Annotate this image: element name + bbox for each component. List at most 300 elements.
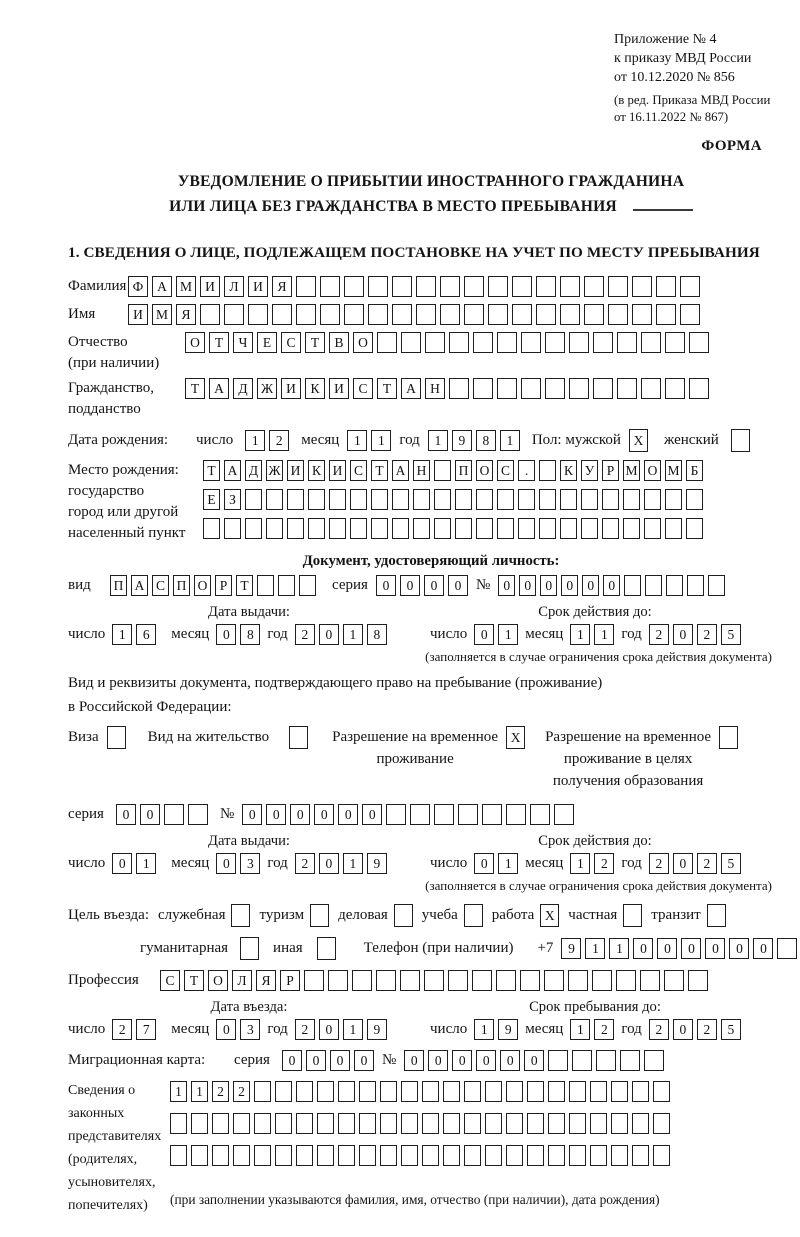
char-cell[interactable] xyxy=(616,970,636,991)
char-cell[interactable] xyxy=(449,378,469,399)
char-cell[interactable] xyxy=(666,575,683,596)
char-cell[interactable] xyxy=(359,1081,376,1102)
char-cell[interactable]: 8 xyxy=(476,430,496,451)
char-cell[interactable] xyxy=(536,276,556,297)
char-cell[interactable] xyxy=(497,518,514,539)
residence-permit-checkbox[interactable] xyxy=(289,726,308,749)
char-cell[interactable]: 1 xyxy=(428,430,448,451)
char-cell[interactable]: 1 xyxy=(498,853,518,874)
char-cell[interactable] xyxy=(476,518,493,539)
char-cell[interactable] xyxy=(645,575,662,596)
char-cell[interactable]: И xyxy=(287,460,304,481)
char-cell[interactable]: Л xyxy=(224,276,244,297)
char-cell[interactable] xyxy=(632,1081,649,1102)
char-cell[interactable] xyxy=(512,276,532,297)
char-cell[interactable]: С xyxy=(160,970,180,991)
char-cell[interactable]: 0 xyxy=(424,575,444,596)
char-cell[interactable]: Р xyxy=(215,575,232,596)
char-cell[interactable] xyxy=(560,304,580,325)
char-cell[interactable] xyxy=(443,1113,460,1134)
purpose-commercial-checkbox[interactable] xyxy=(394,904,413,927)
char-cell[interactable] xyxy=(200,304,220,325)
char-cell[interactable] xyxy=(548,1113,565,1134)
char-cell[interactable] xyxy=(496,970,516,991)
char-cell[interactable]: Т xyxy=(203,460,220,481)
char-cell[interactable] xyxy=(413,518,430,539)
char-cell[interactable]: 9 xyxy=(367,1019,387,1040)
char-cell[interactable] xyxy=(611,1081,628,1102)
char-cell[interactable] xyxy=(602,518,619,539)
char-cell[interactable] xyxy=(536,304,556,325)
char-cell[interactable]: 1 xyxy=(191,1081,208,1102)
purpose-private-checkbox[interactable] xyxy=(623,904,642,927)
char-cell[interactable] xyxy=(653,1113,670,1134)
char-cell[interactable]: 1 xyxy=(500,430,520,451)
char-cell[interactable]: 1 xyxy=(498,624,518,645)
char-cell[interactable]: В xyxy=(329,332,349,353)
char-cell[interactable] xyxy=(680,304,700,325)
char-cell[interactable] xyxy=(488,276,508,297)
char-cell[interactable]: 0 xyxy=(561,575,578,596)
char-cell[interactable] xyxy=(632,276,652,297)
char-cell[interactable] xyxy=(527,1081,544,1102)
char-cell[interactable]: 6 xyxy=(136,624,156,645)
char-cell[interactable] xyxy=(245,518,262,539)
char-cell[interactable]: Т xyxy=(236,575,253,596)
char-cell[interactable]: 1 xyxy=(343,624,363,645)
char-cell[interactable]: А xyxy=(209,378,229,399)
char-cell[interactable]: 2 xyxy=(649,624,669,645)
char-cell[interactable]: О xyxy=(208,970,228,991)
char-cell[interactable] xyxy=(287,489,304,510)
char-cell[interactable]: Д xyxy=(233,378,253,399)
char-cell[interactable]: С xyxy=(353,378,373,399)
char-cell[interactable] xyxy=(191,1113,208,1134)
char-cell[interactable] xyxy=(665,489,682,510)
char-cell[interactable] xyxy=(686,518,703,539)
char-cell[interactable] xyxy=(472,970,492,991)
char-cell[interactable] xyxy=(527,1113,544,1134)
char-cell[interactable] xyxy=(455,489,472,510)
char-cell[interactable]: 0 xyxy=(216,1019,236,1040)
char-cell[interactable]: З xyxy=(224,489,241,510)
char-cell[interactable]: 2 xyxy=(295,624,315,645)
char-cell[interactable]: 1 xyxy=(594,624,614,645)
char-cell[interactable]: 1 xyxy=(136,853,156,874)
char-cell[interactable] xyxy=(392,518,409,539)
char-cell[interactable] xyxy=(304,970,324,991)
char-cell[interactable] xyxy=(443,1081,460,1102)
char-cell[interactable]: Я xyxy=(176,304,196,325)
char-cell[interactable] xyxy=(688,970,708,991)
char-cell[interactable] xyxy=(497,332,517,353)
char-cell[interactable]: Д xyxy=(245,460,262,481)
char-cell[interactable] xyxy=(296,1113,313,1134)
char-cell[interactable] xyxy=(608,304,628,325)
char-cell[interactable]: . xyxy=(518,460,535,481)
char-cell[interactable] xyxy=(287,518,304,539)
char-cell[interactable]: 0 xyxy=(474,624,494,645)
purpose-humanitarian-checkbox[interactable] xyxy=(240,937,259,960)
char-cell[interactable] xyxy=(560,518,577,539)
char-cell[interactable]: У xyxy=(581,460,598,481)
char-cell[interactable] xyxy=(593,332,613,353)
char-cell[interactable] xyxy=(401,1081,418,1102)
char-cell[interactable] xyxy=(350,489,367,510)
char-cell[interactable]: 0 xyxy=(112,853,132,874)
char-cell[interactable]: 0 xyxy=(404,1050,424,1071)
char-cell[interactable] xyxy=(518,489,535,510)
char-cell[interactable] xyxy=(554,804,574,825)
char-cell[interactable]: 1 xyxy=(170,1081,187,1102)
char-cell[interactable] xyxy=(590,1081,607,1102)
char-cell[interactable] xyxy=(593,378,613,399)
char-cell[interactable]: Я xyxy=(272,276,292,297)
char-cell[interactable] xyxy=(338,1081,355,1102)
char-cell[interactable] xyxy=(380,1113,397,1134)
char-cell[interactable]: 2 xyxy=(697,853,717,874)
char-cell[interactable]: 0 xyxy=(524,1050,544,1071)
char-cell[interactable]: П xyxy=(455,460,472,481)
char-cell[interactable]: 2 xyxy=(269,430,289,451)
char-cell[interactable] xyxy=(272,304,292,325)
char-cell[interactable] xyxy=(392,304,412,325)
char-cell[interactable] xyxy=(275,1113,292,1134)
char-cell[interactable]: И xyxy=(281,378,301,399)
char-cell[interactable] xyxy=(581,489,598,510)
char-cell[interactable]: И xyxy=(248,276,268,297)
visa-checkbox[interactable] xyxy=(107,726,126,749)
char-cell[interactable] xyxy=(644,489,661,510)
char-cell[interactable]: 9 xyxy=(367,853,387,874)
char-cell[interactable]: Т xyxy=(371,460,388,481)
char-cell[interactable] xyxy=(254,1081,271,1102)
char-cell[interactable] xyxy=(440,276,460,297)
char-cell[interactable] xyxy=(278,575,295,596)
char-cell[interactable] xyxy=(624,575,641,596)
char-cell[interactable] xyxy=(596,1050,616,1071)
char-cell[interactable] xyxy=(296,276,316,297)
char-cell[interactable]: 1 xyxy=(347,430,367,451)
char-cell[interactable] xyxy=(164,804,184,825)
char-cell[interactable]: К xyxy=(308,460,325,481)
purpose-business-checkbox[interactable] xyxy=(231,904,250,927)
char-cell[interactable] xyxy=(623,489,640,510)
char-cell[interactable] xyxy=(497,378,517,399)
char-cell[interactable]: 2 xyxy=(233,1081,250,1102)
char-cell[interactable] xyxy=(544,970,564,991)
char-cell[interactable]: 1 xyxy=(585,938,605,959)
char-cell[interactable]: М xyxy=(176,276,196,297)
char-cell[interactable] xyxy=(464,1113,481,1134)
char-cell[interactable]: Л xyxy=(232,970,252,991)
char-cell[interactable] xyxy=(548,1050,568,1071)
char-cell[interactable] xyxy=(644,1050,664,1071)
char-cell[interactable] xyxy=(266,518,283,539)
char-cell[interactable] xyxy=(448,970,468,991)
char-cell[interactable] xyxy=(458,804,478,825)
char-cell[interactable]: И xyxy=(128,304,148,325)
char-cell[interactable] xyxy=(224,518,241,539)
char-cell[interactable] xyxy=(569,1113,586,1134)
char-cell[interactable] xyxy=(653,1081,670,1102)
char-cell[interactable] xyxy=(539,489,556,510)
char-cell[interactable]: Т xyxy=(184,970,204,991)
char-cell[interactable]: 0 xyxy=(306,1050,326,1071)
purpose-transit-checkbox[interactable] xyxy=(707,904,726,927)
char-cell[interactable]: Ж xyxy=(266,460,283,481)
char-cell[interactable]: 0 xyxy=(500,1050,520,1071)
char-cell[interactable] xyxy=(296,304,316,325)
char-cell[interactable] xyxy=(644,518,661,539)
char-cell[interactable] xyxy=(254,1113,271,1134)
char-cell[interactable] xyxy=(440,304,460,325)
char-cell[interactable] xyxy=(620,1050,640,1071)
char-cell[interactable]: 0 xyxy=(242,804,262,825)
char-cell[interactable] xyxy=(386,804,406,825)
char-cell[interactable] xyxy=(520,970,540,991)
char-cell[interactable]: 0 xyxy=(540,575,557,596)
char-cell[interactable]: 0 xyxy=(448,575,468,596)
female-checkbox[interactable] xyxy=(731,429,750,452)
char-cell[interactable]: 0 xyxy=(428,1050,448,1071)
char-cell[interactable] xyxy=(569,332,589,353)
char-cell[interactable]: 3 xyxy=(240,853,260,874)
char-cell[interactable]: 2 xyxy=(594,853,614,874)
char-cell[interactable] xyxy=(602,489,619,510)
char-cell[interactable] xyxy=(424,970,444,991)
char-cell[interactable] xyxy=(299,575,316,596)
char-cell[interactable] xyxy=(308,518,325,539)
char-cell[interactable] xyxy=(497,489,514,510)
char-cell[interactable] xyxy=(422,1113,439,1134)
char-cell[interactable] xyxy=(592,970,612,991)
char-cell[interactable] xyxy=(248,304,268,325)
char-cell[interactable] xyxy=(473,332,493,353)
char-cell[interactable] xyxy=(680,276,700,297)
char-cell[interactable] xyxy=(352,970,372,991)
char-cell[interactable]: 1 xyxy=(570,1019,590,1040)
char-cell[interactable] xyxy=(371,518,388,539)
char-cell[interactable]: 0 xyxy=(452,1050,472,1071)
char-cell[interactable]: Н xyxy=(425,378,445,399)
char-cell[interactable]: 0 xyxy=(681,938,701,959)
char-cell[interactable]: Б xyxy=(686,460,703,481)
char-cell[interactable] xyxy=(545,332,565,353)
char-cell[interactable]: 1 xyxy=(609,938,629,959)
char-cell[interactable] xyxy=(344,304,364,325)
char-cell[interactable]: 9 xyxy=(561,938,581,959)
char-cell[interactable] xyxy=(377,332,397,353)
char-cell[interactable] xyxy=(665,332,685,353)
char-cell[interactable]: М xyxy=(665,460,682,481)
char-cell[interactable]: 1 xyxy=(112,624,132,645)
char-cell[interactable] xyxy=(338,1113,355,1134)
char-cell[interactable]: И xyxy=(329,460,346,481)
char-cell[interactable]: Т xyxy=(209,332,229,353)
char-cell[interactable]: 5 xyxy=(721,853,741,874)
char-cell[interactable]: 0 xyxy=(266,804,286,825)
char-cell[interactable]: 0 xyxy=(314,804,334,825)
char-cell[interactable]: 0 xyxy=(338,804,358,825)
char-cell[interactable] xyxy=(449,332,469,353)
char-cell[interactable] xyxy=(368,276,388,297)
char-cell[interactable] xyxy=(518,518,535,539)
char-cell[interactable]: 1 xyxy=(343,1019,363,1040)
char-cell[interactable] xyxy=(320,276,340,297)
char-cell[interactable]: 0 xyxy=(705,938,725,959)
char-cell[interactable]: 0 xyxy=(753,938,773,959)
purpose-work-checkbox[interactable]: X xyxy=(540,904,559,927)
char-cell[interactable]: 0 xyxy=(673,624,693,645)
char-cell[interactable] xyxy=(689,332,709,353)
char-cell[interactable]: 2 xyxy=(295,1019,315,1040)
char-cell[interactable]: 0 xyxy=(498,575,515,596)
char-cell[interactable]: К xyxy=(560,460,577,481)
char-cell[interactable]: 7 xyxy=(136,1019,156,1040)
char-cell[interactable] xyxy=(473,378,493,399)
char-cell[interactable]: 2 xyxy=(697,1019,717,1040)
char-cell[interactable]: Н xyxy=(413,460,430,481)
char-cell[interactable]: М xyxy=(152,304,172,325)
char-cell[interactable] xyxy=(664,970,684,991)
char-cell[interactable]: 8 xyxy=(240,624,260,645)
char-cell[interactable]: 0 xyxy=(657,938,677,959)
char-cell[interactable] xyxy=(506,804,526,825)
char-cell[interactable] xyxy=(455,518,472,539)
char-cell[interactable]: И xyxy=(329,378,349,399)
char-cell[interactable] xyxy=(665,518,682,539)
char-cell[interactable] xyxy=(545,378,565,399)
char-cell[interactable] xyxy=(416,304,436,325)
char-cell[interactable] xyxy=(656,304,676,325)
char-cell[interactable]: С xyxy=(152,575,169,596)
char-cell[interactable]: 0 xyxy=(319,853,339,874)
char-cell[interactable] xyxy=(245,489,262,510)
char-cell[interactable]: 2 xyxy=(649,853,669,874)
char-cell[interactable]: 2 xyxy=(697,624,717,645)
char-cell[interactable]: 0 xyxy=(603,575,620,596)
char-cell[interactable]: А xyxy=(401,378,421,399)
char-cell[interactable] xyxy=(257,575,274,596)
char-cell[interactable]: И xyxy=(200,276,220,297)
char-cell[interactable] xyxy=(464,276,484,297)
char-cell[interactable] xyxy=(485,1113,502,1134)
char-cell[interactable]: Т xyxy=(305,332,325,353)
char-cell[interactable] xyxy=(425,332,445,353)
char-cell[interactable] xyxy=(512,304,532,325)
char-cell[interactable]: 0 xyxy=(354,1050,374,1071)
char-cell[interactable] xyxy=(640,970,660,991)
char-cell[interactable]: 2 xyxy=(649,1019,669,1040)
char-cell[interactable]: П xyxy=(173,575,190,596)
char-cell[interactable] xyxy=(392,276,412,297)
char-cell[interactable] xyxy=(641,378,661,399)
char-cell[interactable] xyxy=(224,304,244,325)
char-cell[interactable]: О xyxy=(353,332,373,353)
char-cell[interactable] xyxy=(539,460,556,481)
char-cell[interactable] xyxy=(350,518,367,539)
char-cell[interactable] xyxy=(708,575,725,596)
char-cell[interactable] xyxy=(530,804,550,825)
char-cell[interactable] xyxy=(275,1081,292,1102)
char-cell[interactable] xyxy=(320,304,340,325)
char-cell[interactable] xyxy=(416,276,436,297)
char-cell[interactable] xyxy=(422,1081,439,1102)
char-cell[interactable] xyxy=(569,378,589,399)
char-cell[interactable]: 3 xyxy=(240,1019,260,1040)
char-cell[interactable]: Р xyxy=(280,970,300,991)
char-cell[interactable] xyxy=(434,804,454,825)
char-cell[interactable] xyxy=(329,518,346,539)
char-cell[interactable] xyxy=(410,804,430,825)
char-cell[interactable] xyxy=(656,276,676,297)
char-cell[interactable]: 0 xyxy=(282,1050,302,1071)
char-cell[interactable]: 0 xyxy=(633,938,653,959)
char-cell[interactable]: Т xyxy=(377,378,397,399)
char-cell[interactable]: 1 xyxy=(343,853,363,874)
char-cell[interactable] xyxy=(584,304,604,325)
char-cell[interactable]: Р xyxy=(602,460,619,481)
char-cell[interactable]: 0 xyxy=(362,804,382,825)
char-cell[interactable] xyxy=(413,489,430,510)
char-cell[interactable]: 0 xyxy=(140,804,160,825)
char-cell[interactable] xyxy=(632,304,652,325)
char-cell[interactable] xyxy=(434,518,451,539)
char-cell[interactable]: М xyxy=(623,460,640,481)
char-cell[interactable] xyxy=(686,489,703,510)
purpose-tourism-checkbox[interactable] xyxy=(310,904,329,927)
char-cell[interactable] xyxy=(376,970,396,991)
char-cell[interactable] xyxy=(464,304,484,325)
char-cell[interactable]: 9 xyxy=(498,1019,518,1040)
char-cell[interactable]: 9 xyxy=(452,430,472,451)
char-cell[interactable] xyxy=(539,518,556,539)
char-cell[interactable]: С xyxy=(281,332,301,353)
char-cell[interactable]: А xyxy=(152,276,172,297)
char-cell[interactable] xyxy=(266,489,283,510)
char-cell[interactable]: 1 xyxy=(371,430,391,451)
purpose-other-checkbox[interactable] xyxy=(317,937,336,960)
char-cell[interactable] xyxy=(203,518,220,539)
char-cell[interactable] xyxy=(401,332,421,353)
char-cell[interactable]: 0 xyxy=(673,1019,693,1040)
char-cell[interactable] xyxy=(329,489,346,510)
char-cell[interactable] xyxy=(560,489,577,510)
char-cell[interactable] xyxy=(308,489,325,510)
char-cell[interactable] xyxy=(689,378,709,399)
male-checkbox[interactable]: X xyxy=(629,429,648,452)
char-cell[interactable]: 0 xyxy=(376,575,396,596)
char-cell[interactable]: 2 xyxy=(594,1019,614,1040)
char-cell[interactable]: 1 xyxy=(570,624,590,645)
char-cell[interactable] xyxy=(344,276,364,297)
char-cell[interactable]: 2 xyxy=(112,1019,132,1040)
char-cell[interactable] xyxy=(317,1081,334,1102)
char-cell[interactable]: Е xyxy=(257,332,277,353)
char-cell[interactable]: К xyxy=(305,378,325,399)
char-cell[interactable] xyxy=(687,575,704,596)
char-cell[interactable]: А xyxy=(224,460,241,481)
char-cell[interactable] xyxy=(188,804,208,825)
char-cell[interactable] xyxy=(521,378,541,399)
purpose-study-checkbox[interactable] xyxy=(464,904,483,927)
char-cell[interactable]: Ф xyxy=(128,276,148,297)
char-cell[interactable] xyxy=(590,1113,607,1134)
char-cell[interactable]: Ч xyxy=(233,332,253,353)
char-cell[interactable] xyxy=(464,1081,481,1102)
char-cell[interactable] xyxy=(521,332,541,353)
